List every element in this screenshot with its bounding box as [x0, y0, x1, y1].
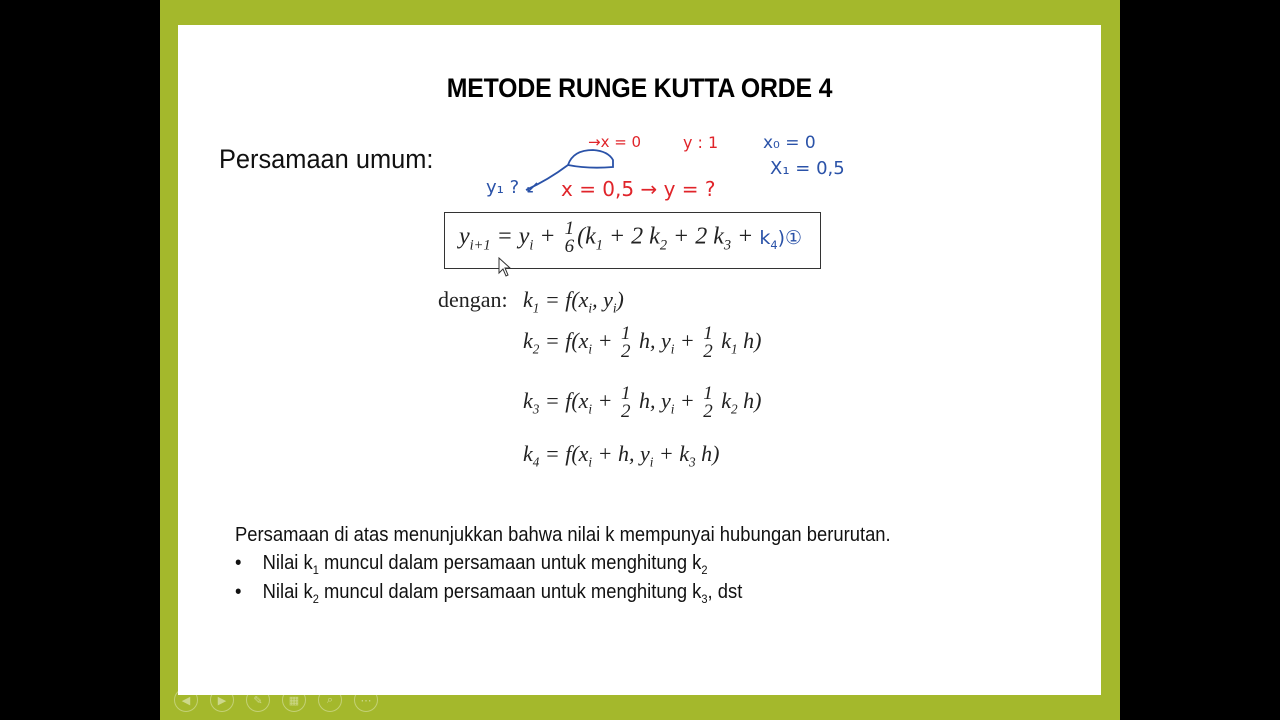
k3-plus: + [592, 388, 618, 414]
dengan-label: dengan: [438, 287, 508, 312]
eq-k1-sub: 1 [595, 237, 603, 254]
half-num: 1 [703, 383, 713, 404]
pen-icon[interactable]: ✎ [246, 688, 270, 712]
k1-k: k [523, 287, 533, 312]
eq-yi-sub: i [529, 237, 534, 254]
previous-slide-icon[interactable]: ◀ [174, 688, 198, 712]
bullet-mid: muncul dalam persamaan untuk menghitung k [318, 552, 702, 574]
k1-i: i [588, 300, 593, 316]
k2-hy: h, y [633, 328, 671, 354]
k4-xi: i [588, 454, 593, 470]
half-num: 1 [620, 323, 631, 344]
k4-yi: i [649, 454, 654, 470]
k2-xi: i [588, 341, 593, 357]
slide-canvas [178, 25, 1101, 695]
bullet-list [235, 552, 786, 610]
eq-k2-sub: 2 [659, 237, 668, 254]
hw-k: k [759, 226, 771, 249]
k4-sub: 4 [532, 454, 540, 470]
eq-yi: y [518, 223, 530, 250]
mouse-cursor-icon [498, 257, 512, 277]
zoom-icon[interactable]: ⌕ [318, 688, 342, 712]
k4-hy: + h, y [592, 441, 650, 466]
k3-xi: i [588, 401, 593, 417]
k3-kword: k [715, 388, 732, 414]
bullet-sub2: 3 [701, 592, 708, 606]
bullet-sub1: 1 [312, 563, 319, 577]
more-options-icon[interactable]: ⋯ [354, 688, 378, 712]
next-slide-icon[interactable]: ▶ [210, 688, 234, 712]
hw-k-sub: 4 [770, 237, 778, 252]
frac-num: 1 [564, 218, 575, 239]
annotation-y1-question: y₁ ? ↙ [486, 177, 540, 198]
bullet-post: , dst [707, 581, 743, 603]
k3-equation [523, 385, 761, 421]
description-text: Persamaan di atas menunjukkan bahwa nilai k mempunyai hubungan berurutan. [235, 524, 891, 546]
k2-half [621, 325, 631, 361]
slide-title: METODE RUNGE KUTTA ORDE 4 [446, 73, 833, 103]
eq-lhs: y [459, 223, 470, 250]
k2-hclose: h) [737, 328, 762, 354]
k2-equation [523, 325, 761, 361]
eq-mid2: + 2 k [667, 223, 724, 250]
k4-equation [523, 441, 719, 470]
k1-y: , y [592, 287, 613, 312]
half-den: 2 [703, 341, 713, 363]
k4-plusk: + k [653, 441, 690, 466]
hw-mark: ① [785, 226, 803, 249]
k1-sub: 1 [532, 300, 540, 316]
slide-frame [160, 0, 1120, 720]
half-den: 2 [703, 401, 713, 423]
eq-body: (k [577, 223, 596, 250]
bullet-mid: muncul dalam persamaan untuk menghitung k [318, 581, 702, 603]
k4-hclose: h) [695, 441, 720, 466]
k3-hy: h, y [633, 388, 671, 414]
annotation-y1: y : 1 [683, 133, 719, 152]
k2-yi: i [670, 341, 675, 357]
k2-sub: 2 [532, 341, 540, 357]
k1-rhs: = f(x [539, 287, 589, 312]
k3-yi: i [670, 401, 675, 417]
annotation-x1-blue: X₁ = 0,5 [770, 158, 845, 179]
k3-sub: 3 [532, 401, 540, 417]
k2-f: = f(x [539, 328, 589, 354]
bullet-item [235, 581, 742, 610]
bullet-dot: • [235, 552, 242, 574]
frac-den: 6 [564, 236, 575, 258]
k3-half [621, 385, 631, 421]
k3-plus2: + [674, 388, 701, 414]
bullet-pre: Nilai k [262, 581, 313, 603]
slideshow-nav-controls [174, 688, 378, 712]
bullet-dot: • [235, 581, 242, 603]
k3-k2sub: 2 [731, 401, 738, 417]
all-slides-icon[interactable]: ▦ [282, 688, 306, 712]
k2-kword: k [715, 328, 732, 354]
k3-f: = f(x [539, 388, 589, 414]
eq-fraction [565, 220, 575, 256]
k1-equation [523, 287, 624, 316]
k4-k: k [523, 441, 533, 466]
bullet-sub2: 2 [701, 563, 708, 577]
annotation-loop-icon [518, 145, 628, 195]
main-equation [459, 220, 802, 256]
k2-plus2: + [674, 328, 701, 354]
k2-plus: + [592, 328, 618, 354]
annotation-x0: →x = 0 [588, 133, 642, 151]
k4-k3sub: 3 [689, 454, 696, 470]
k4-f: = f(x [539, 441, 589, 466]
half-den: 2 [620, 401, 631, 423]
annotation-x05: x = 0,5 → y = ? [561, 177, 716, 201]
bullet-sub1: 2 [312, 592, 319, 606]
k3-k: k [523, 388, 533, 414]
eq-lhs-sub: i+1 [469, 237, 491, 254]
annotation-x0-blue: x₀ = 0 [763, 133, 816, 153]
bullet-item [235, 552, 742, 581]
bullet-pre: Nilai k [262, 552, 313, 574]
half-num: 1 [620, 383, 631, 404]
k3-hclose: h) [737, 388, 762, 414]
eq-sign: = [490, 223, 519, 250]
half-den: 2 [620, 341, 631, 363]
k2-k: k [523, 328, 533, 354]
eq-k3-sub: 3 [723, 237, 732, 254]
k1-yi: i [612, 300, 617, 316]
eq-tail: + [731, 223, 760, 250]
eq-plus: + [533, 223, 562, 250]
k1-close: ) [616, 287, 624, 312]
k3-half2 [703, 385, 713, 421]
subtitle: Persamaan umum: [219, 144, 434, 174]
eq-handwritten-k4 [759, 226, 803, 252]
k2-half2 [703, 325, 713, 361]
hw-close: ) [777, 226, 785, 249]
k2-k1sub: 1 [731, 341, 738, 357]
half-num: 1 [703, 323, 713, 344]
eq-mid1: + 2 k [602, 223, 660, 250]
